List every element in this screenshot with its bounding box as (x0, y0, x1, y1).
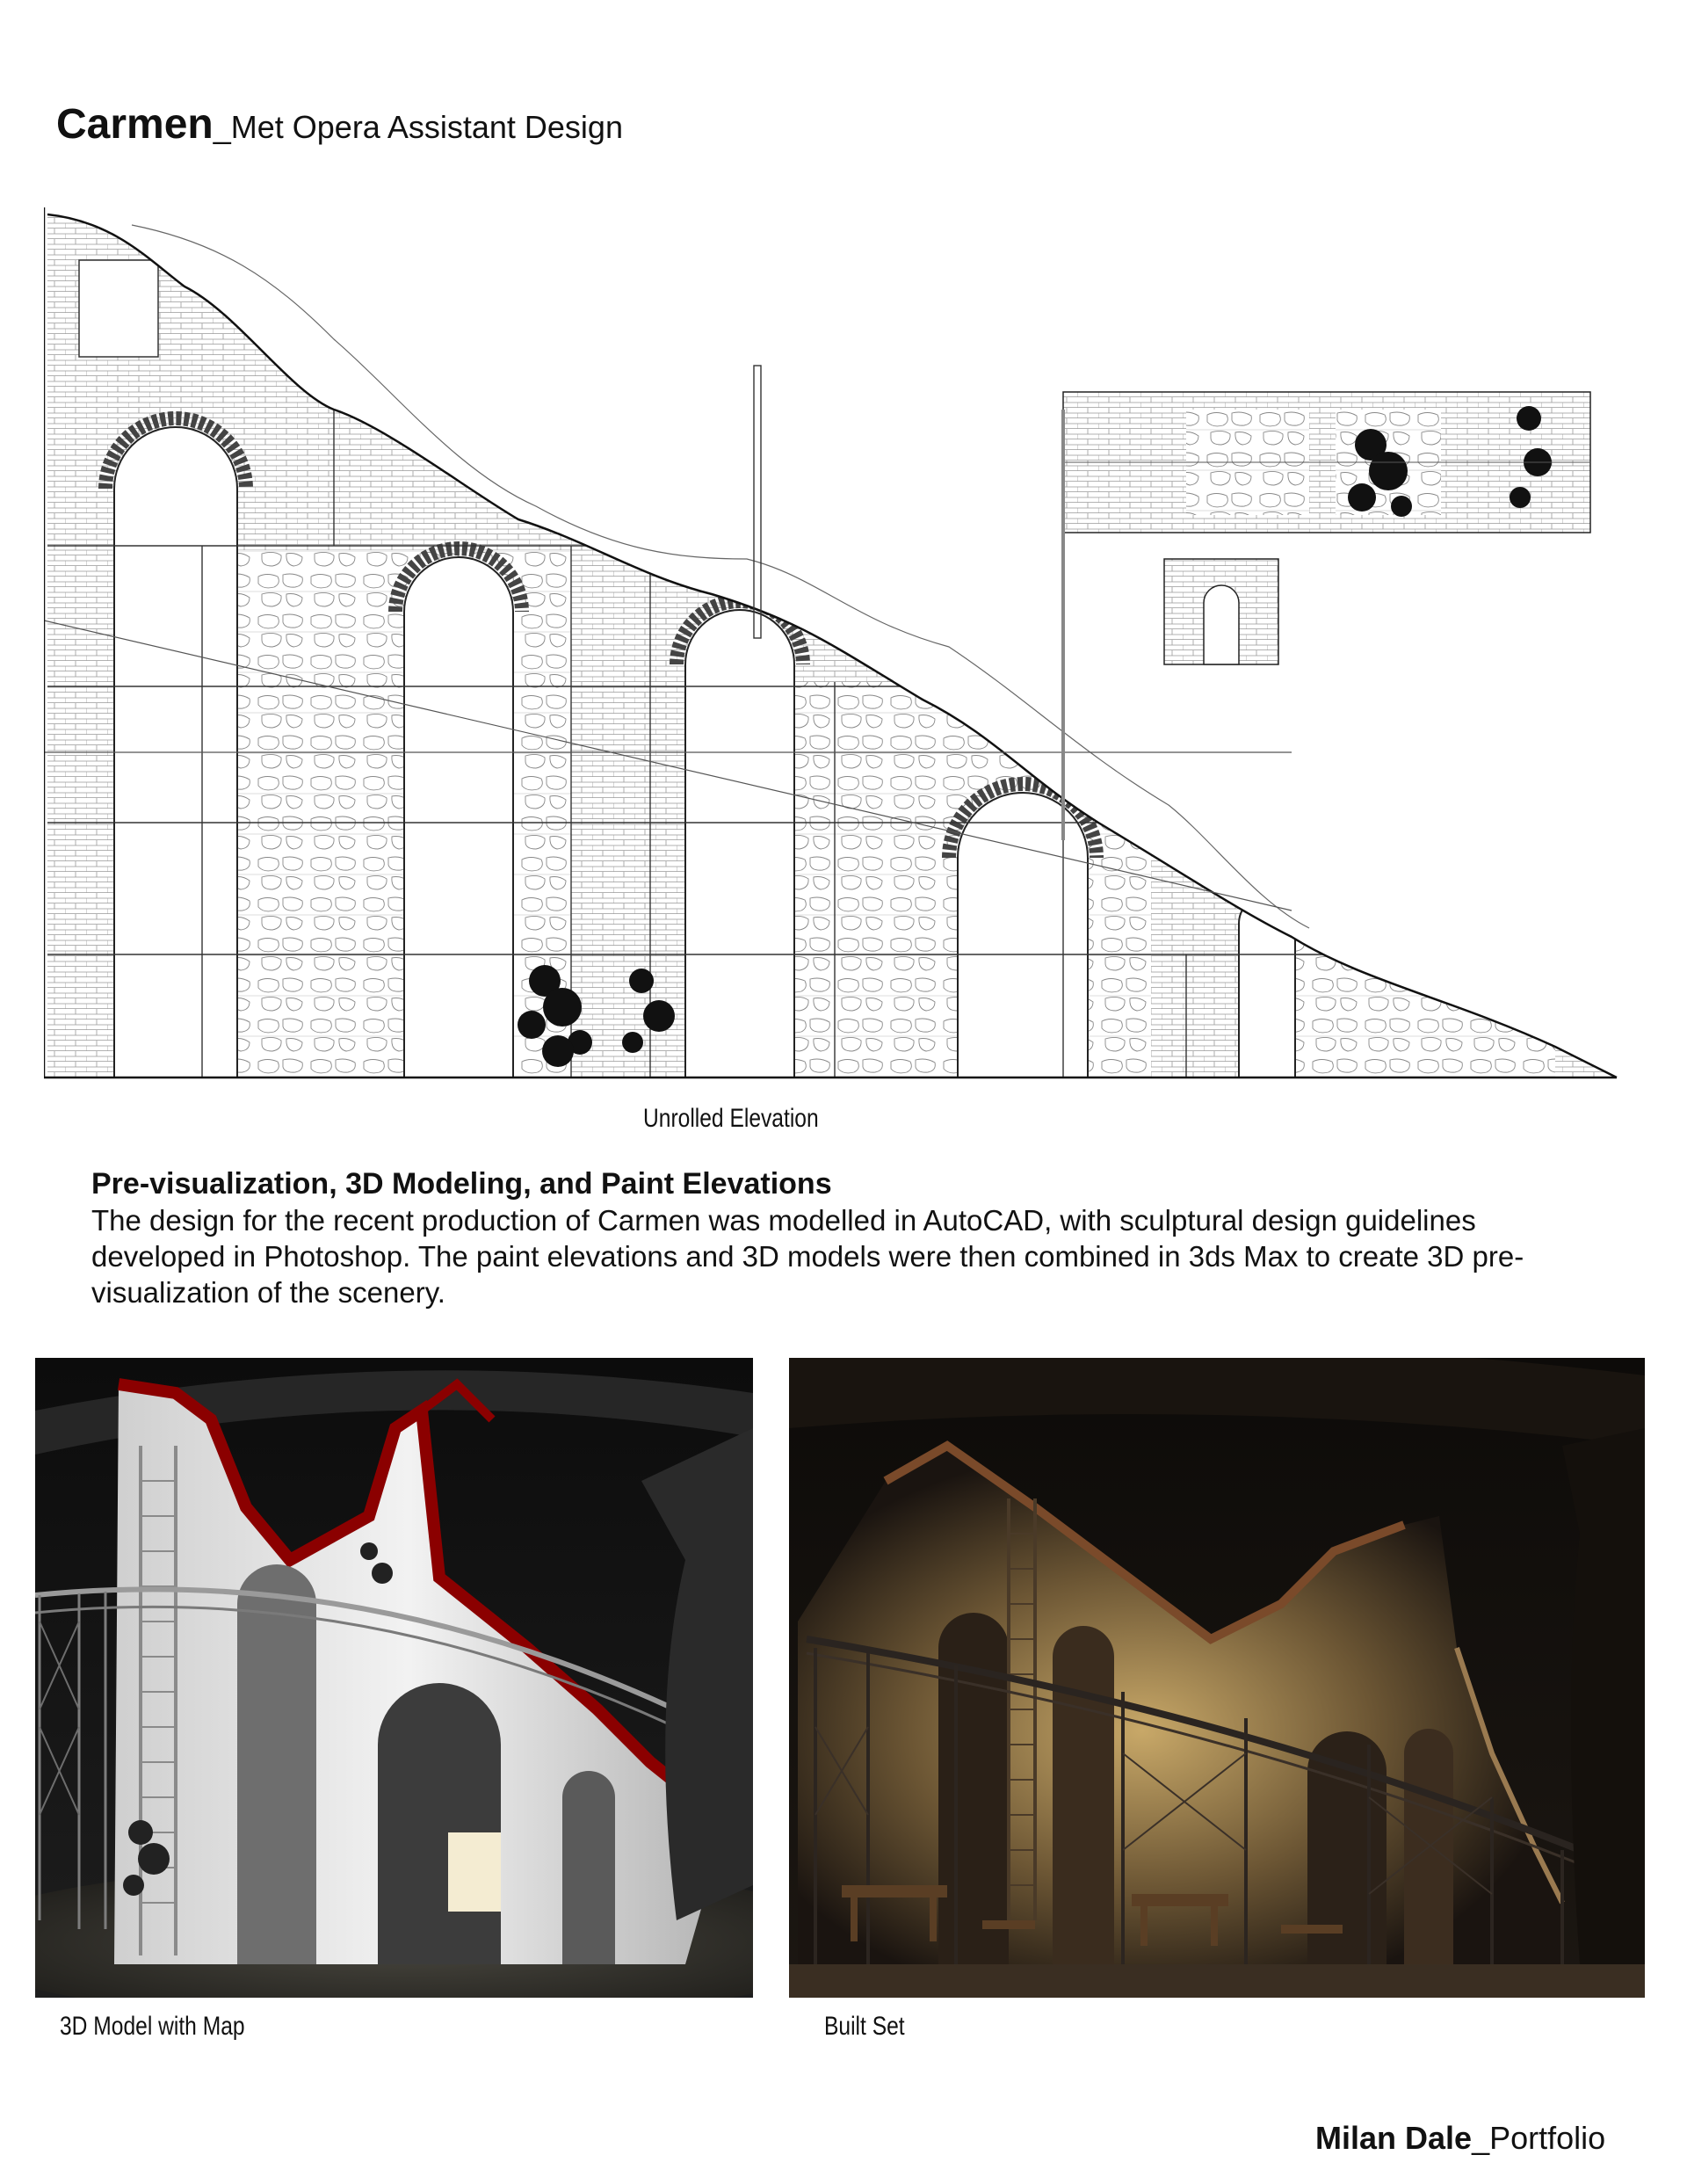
built-set-image (789, 1358, 1645, 1998)
footer-suffix: _Portfolio (1472, 2120, 1606, 2156)
section-heading: Pre-visualization, 3D Modeling, and Paint Elevations (91, 1167, 832, 1201)
title-bold: Carmen (56, 101, 214, 148)
section-body: The design for the recent production of Carmen was modelled in AutoCAD, with sculptural design guidelines developed in Photoshop. The paint elevations and 3D models were then combined in 3ds Max to create 3D pre-visualization of the scenery. (91, 1204, 1524, 1309)
built-set-caption: Built Set (824, 2012, 905, 2041)
elevation-caption: Unrolled Elevation (643, 1104, 819, 1133)
unrolled-elevation-drawing (44, 207, 1652, 1091)
3d-model-image (35, 1358, 753, 1998)
footer-name: Milan Dale (1315, 2120, 1473, 2156)
footer-credit (1315, 2120, 1605, 2157)
title-subtitle: _Met Opera Assistant Design (213, 109, 623, 145)
page-title (56, 98, 623, 154)
model-caption: 3D Model with Map (60, 2012, 245, 2041)
